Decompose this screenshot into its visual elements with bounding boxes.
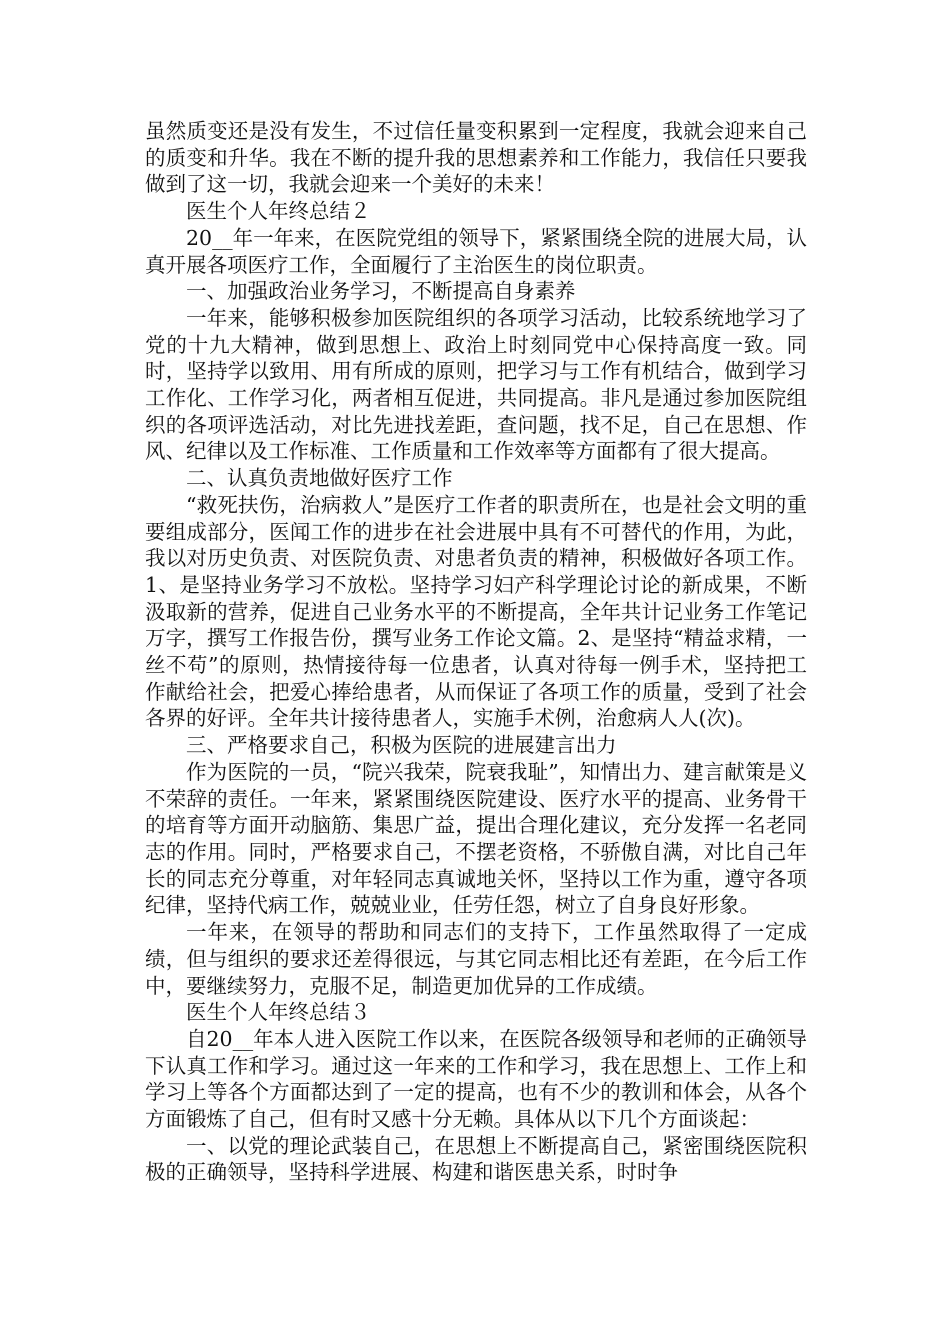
body-paragraph: 一年来，在领导的帮助和同志们的支持下，工作虽然取得了一定成绩，但与组织的要求还差得很远，与其它同志相比还有差距，在今后工作中，要继续努力，克服不足，制造更加优异的工作成绩。 — [145, 920, 807, 998]
section-title: 医生个人年终总结２ — [186, 199, 371, 224]
body-paragraph: 20__年一年来，在医院党组的领导下，紧紧围绕全院的进展大局，认真开展各项医疗工作，全面履行了主治医生的岗位职责。 — [145, 225, 807, 277]
document-page — [145, 118, 807, 1186]
section-heading: 一、加强政治业务学习，不断提高自身素养 — [186, 279, 576, 304]
body-paragraph: 自20__年本人进入医院工作以来，在医院各级领导和老师的正确领导下认真工作和学习。通过这一年来的工作和学习，我在思想上、工作上和学习上等各个方面都达到了一定的提高，也有不少的教训和体会，从各个方面锻炼了自己，但有时又感十分无赖。具体从以下几个方面谈起： — [145, 1026, 807, 1132]
section-title: 医生个人年终总结３ — [186, 1000, 371, 1025]
section-heading: 二、认真负责地做好医疗工作 — [186, 466, 453, 491]
section-heading: 三、严格要求自己，积极为医院的进展建言出力 — [186, 733, 617, 758]
body-paragraph: “救死扶伤，治病救人”是医疗工作者的职责所在，也是社会文明的重要组成部分，医闻工作的进步在社会进展中具有不可替代的作用，为此，我以对历史负责、对医院负责、对患者负责的精神，积极做好各项工作。1、是坚持业务学习不放松。坚持学习妇产科学理论讨论的新成果，不断汲取新的营养，促进自己业务水平的不断提高，全年共计记业务工作笔记万字，撰写工作报告份，撰写业务工作论文篇。2、是坚持“精益求精，一丝不苟”的原则，热情接待每一位患者，认真对待每一例手术，坚持把工作献给社会，把爱心捧给患者，从而保证了各项工作的质量，受到了社会各界的好评。全年共计接待患者人，实施手术例，治愈病人人(次)。 — [145, 492, 807, 731]
body-paragraph: 作为医院的一员，“院兴我荣，院衰我耻”，知情出力、建言献策是义不荣辞的责任。一年来，紧紧围绕医院建设、医疗水平的提高、业务骨干的培育等方面开动脑筋、集思广益，提出合理化建议，充分发挥一名老同志的作用。同时，严格要求自己，不摆老资格，不骄傲自满，对比自己年长的同志充分尊重，对年轻同志真诚地关怀，坚持以工作为重，遵守各项纪律，坚持代病工作，兢兢业业，任劳任怨，树立了自身良好形象。 — [145, 759, 807, 918]
body-paragraph: 虽然质变还是没有发生，不过信任量变积累到一定程度，我就会迎来自己的质变和升华。我在不断的提升我的思想素养和工作能力，我信任只要我做到了这一切，我就会迎来一个美好的未来！ — [145, 119, 807, 197]
body-paragraph: 一、以党的理论武装自己，在思想上不断提高自己，紧密围绕医院积极的正确领导，坚持科学进展、构建和谐医患关系，时时争 — [145, 1133, 807, 1185]
body-paragraph: 一年来，能够积极参加医院组织的各项学习活动，比较系统地学习了党的十九大精神，做到思想上、政治上时刻同党中心保持高度一致。同时，坚持学以致用、用有所成的原则，把学习与工作有机结合，做到学习工作化、工作学习化，两者相互促进，共同提高。非凡是通过参加医院组织的各项评选活动，对比先进找差距，查问题，找不足，自己在思想、作风、纪律以及工作标准、工作质量和工作效率等方面都有了很大提高。 — [145, 305, 807, 464]
